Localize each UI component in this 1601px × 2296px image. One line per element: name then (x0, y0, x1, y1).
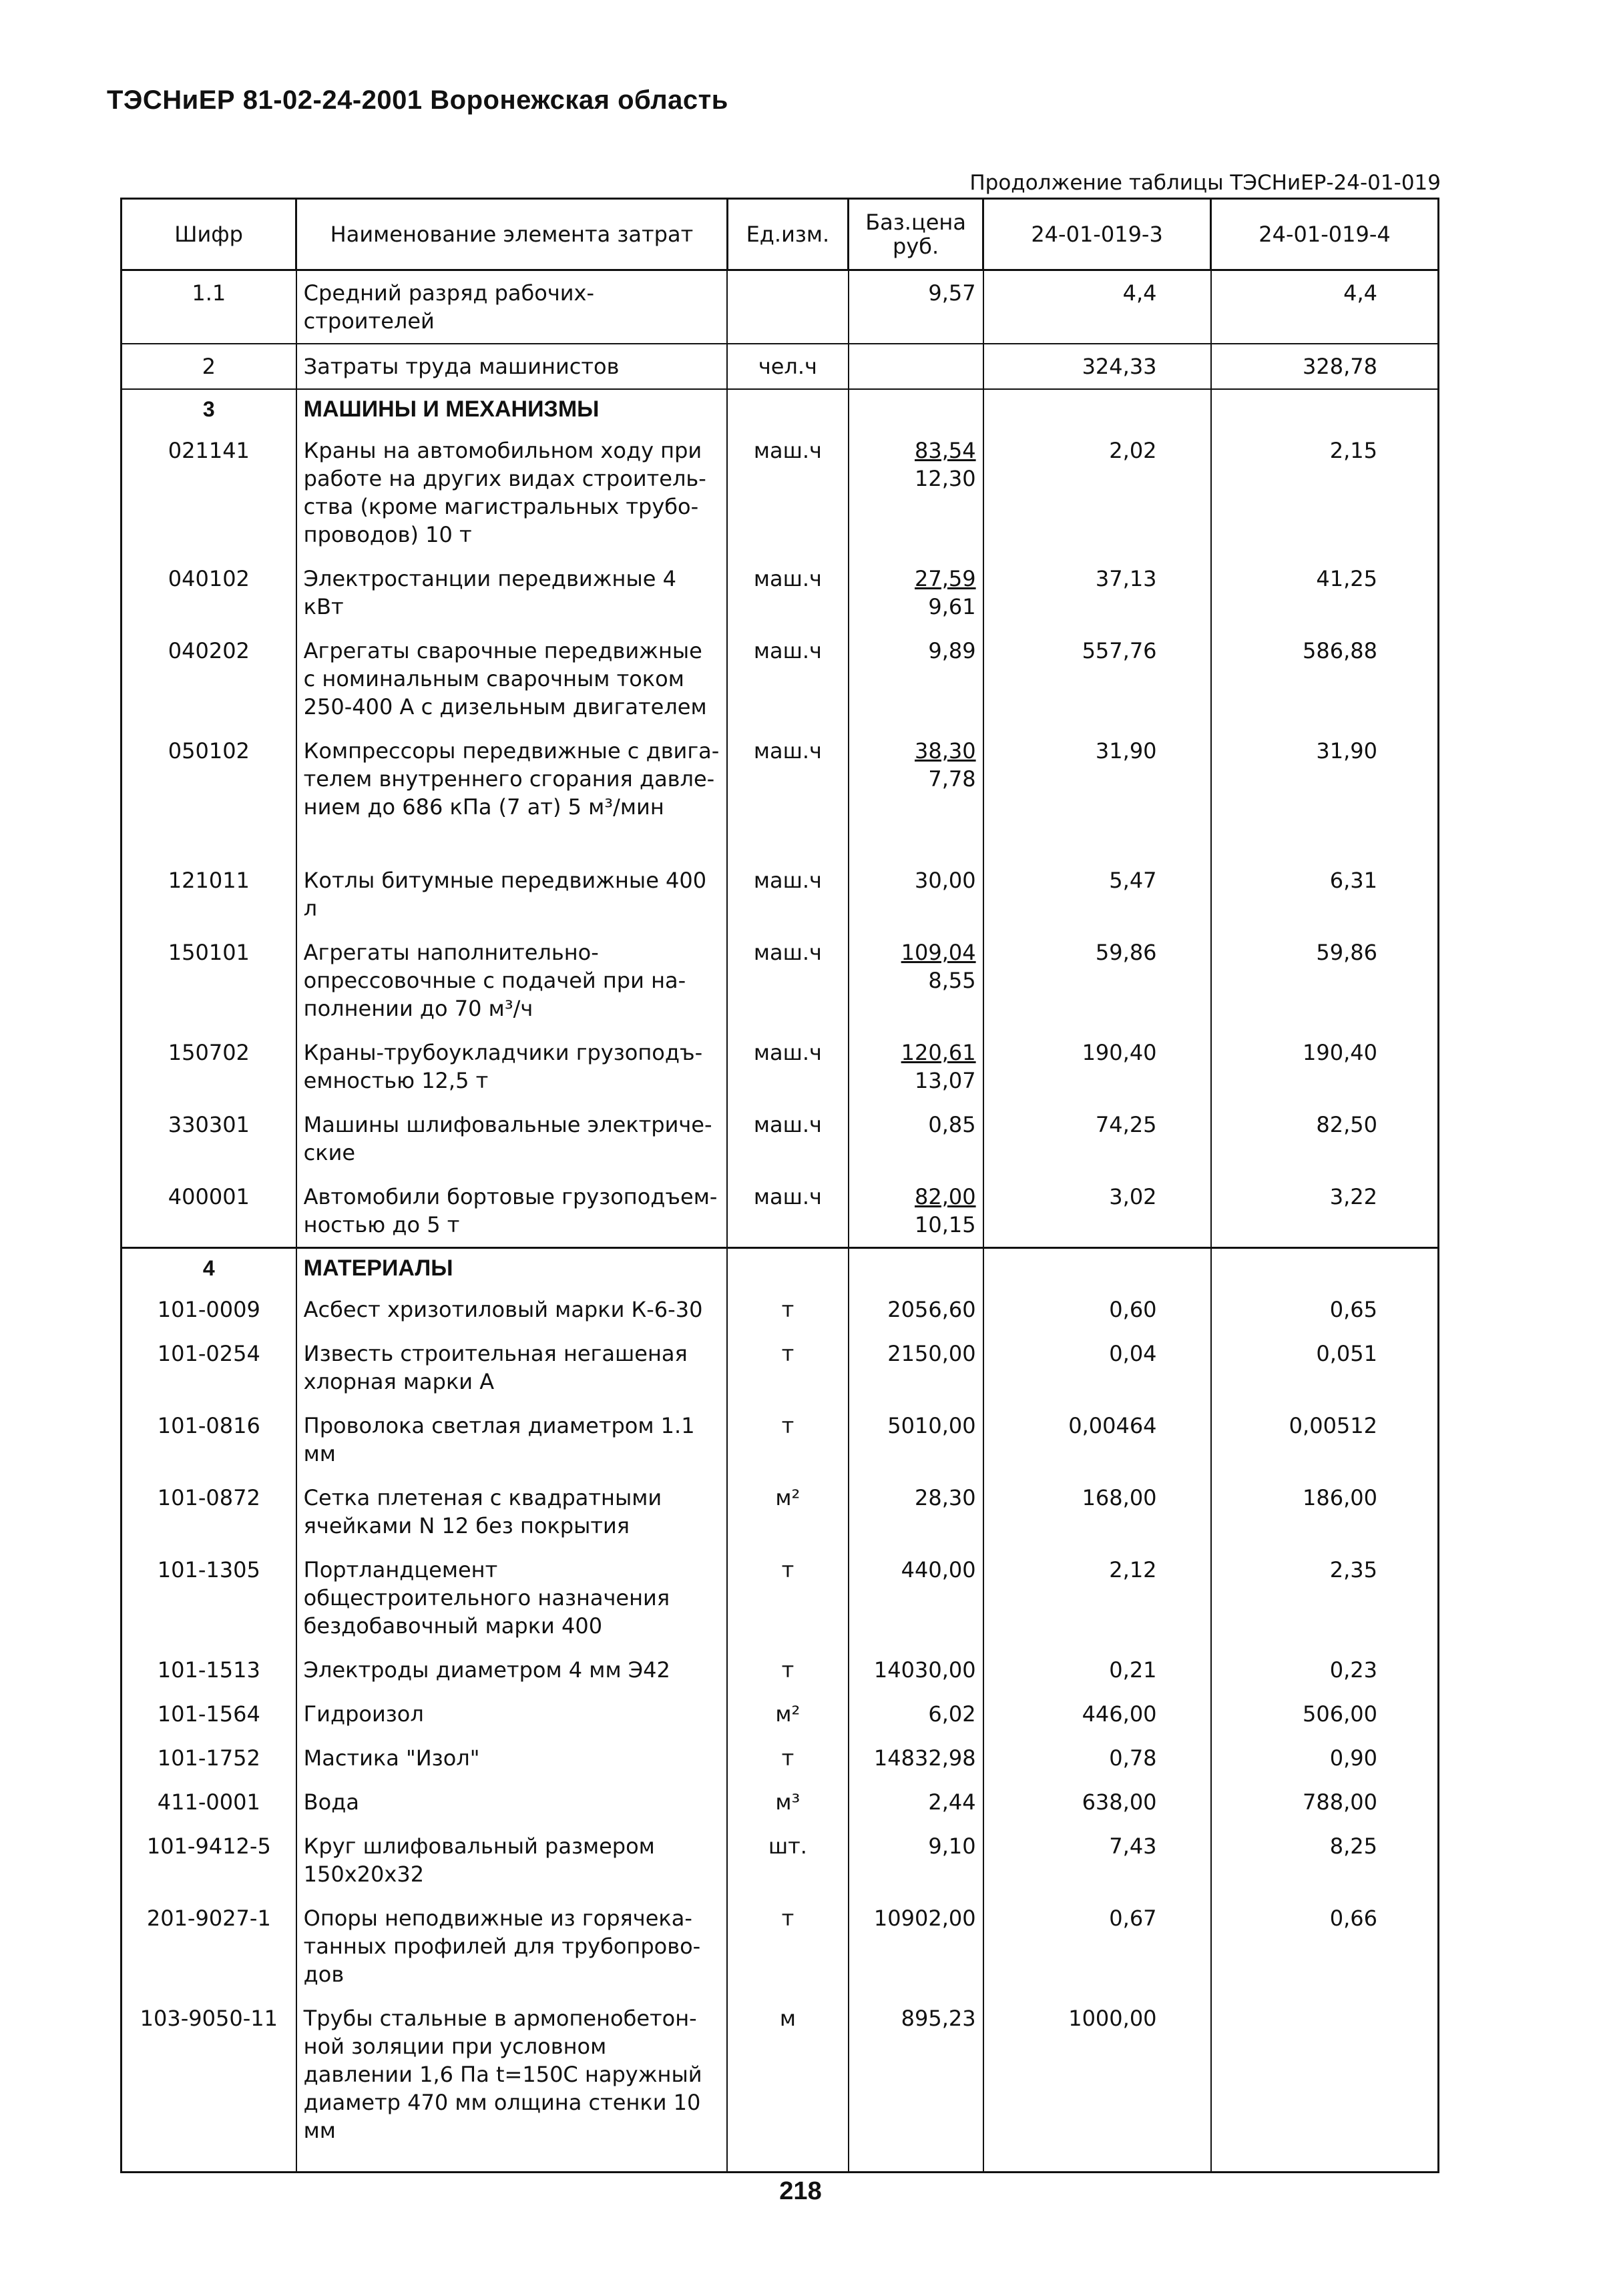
cell-name: Портландцемент общестроительного назначения бездобавочный марки 400 (296, 1548, 728, 1648)
cell-price (849, 1548, 983, 1648)
cell-unit: м² (727, 1692, 848, 1736)
cell-price (849, 629, 983, 729)
cell-unit: маш.ч (727, 729, 848, 858)
table-row (122, 1287, 1439, 1332)
cell-name: Электроды диаметром 4 мм Э42 (296, 1648, 728, 1692)
price-value: 27,59 (915, 566, 976, 591)
cell-name: Котлы битумные передвижные 400 л (296, 858, 728, 930)
cell-24-01-019-4 (1211, 1248, 1439, 1288)
cell-24-01-019-4: 2,35 (1211, 1548, 1439, 1648)
cell-name: Асбест хризотиловый марки К-6-30 (296, 1287, 728, 1332)
table-row (122, 1996, 1439, 2173)
cell-24-01-019-3: 74,25 (983, 1103, 1211, 1175)
cell-24-01-019-4: 3,22 (1211, 1175, 1439, 1248)
cell-24-01-019-4: 6,31 (1211, 858, 1439, 930)
cell-code: 101-0254 (122, 1332, 296, 1404)
table-continuation-label: Продолжение таблицы ТЭСНиЕР-24-01-019 (969, 171, 1441, 195)
cell-price (849, 1996, 983, 2173)
price-value: 120,61 (901, 1040, 976, 1065)
cell-name: Известь строительная негашеная хлорная марки А (296, 1332, 728, 1404)
cell-24-01-019-4: 0,051 (1211, 1332, 1439, 1404)
cell-price (849, 389, 983, 428)
price-machinist-wage: 12,30 (915, 466, 976, 491)
cell-code: 103-9050-11 (122, 1996, 296, 2173)
cell-price (849, 1332, 983, 1404)
cell-price (849, 1287, 983, 1332)
cell-unit (727, 1248, 848, 1288)
table-row (122, 557, 1439, 629)
table-row (122, 270, 1439, 344)
price-value: 2,44 (928, 1789, 976, 1815)
price-machinist-wage: 13,07 (915, 1068, 976, 1093)
cell-code: 101-1564 (122, 1692, 296, 1736)
cell-price (849, 1896, 983, 1996)
cell-price (849, 1648, 983, 1692)
cell-code: 050102 (122, 729, 296, 858)
cell-name: МАТЕРИАЛЫ (296, 1248, 728, 1288)
price-value: 0,85 (928, 1112, 976, 1137)
cell-24-01-019-3: 3,02 (983, 1175, 1211, 1248)
table-row (122, 629, 1439, 729)
cell-24-01-019-4 (1211, 389, 1439, 428)
cell-name: Автомобили бортовые грузоподъем-ностью до 5 т (296, 1175, 728, 1248)
table-row (122, 1896, 1439, 1996)
cell-24-01-019-3: 0,67 (983, 1896, 1211, 1996)
cell-24-01-019-4: 41,25 (1211, 557, 1439, 629)
cell-24-01-019-3: 37,13 (983, 557, 1211, 629)
cell-24-01-019-4: 506,00 (1211, 1692, 1439, 1736)
cell-unit: т (727, 1896, 848, 1996)
cell-24-01-019-3: 5,47 (983, 858, 1211, 930)
price-value: 2056,60 (887, 1297, 976, 1322)
header-24-01-019-4: 24-01-019-4 (1211, 199, 1439, 270)
table-row (122, 428, 1439, 557)
price-value: 6,02 (928, 1701, 976, 1727)
cell-24-01-019-3: 1000,00 (983, 1996, 1211, 2173)
cell-code: 150702 (122, 1031, 296, 1103)
table-row (122, 1780, 1439, 1824)
cell-code: 101-1752 (122, 1736, 296, 1780)
cell-unit: маш.ч (727, 557, 848, 629)
table-row (122, 1648, 1439, 1692)
cell-name: Агрегаты наполнительно-опрессовочные с подачей при на-полнении до 70 м³/ч (296, 930, 728, 1031)
price-value: 14030,00 (873, 1657, 976, 1683)
cell-unit: маш.ч (727, 428, 848, 557)
cell-unit: т (727, 1648, 848, 1692)
cell-24-01-019-4: 186,00 (1211, 1476, 1439, 1548)
cell-price (849, 1692, 983, 1736)
cell-name: Мастика "Изол" (296, 1736, 728, 1780)
cell-name: Трубы стальные в армопенобетон-ной золяции при условном давлении 1,6 Па t=150С наружный диаметр 470 мм олщина стенки 10 мм (296, 1996, 728, 2173)
cell-code: 150101 (122, 930, 296, 1031)
cell-name: Сетка плетеная с квадратными ячейками N 12 без покрытия (296, 1476, 728, 1548)
table-row (122, 1736, 1439, 1780)
rates-table (120, 198, 1439, 2173)
cell-24-01-019-4: 2,15 (1211, 428, 1439, 557)
cell-24-01-019-4: 0,90 (1211, 1736, 1439, 1780)
price-value: 9,89 (928, 638, 976, 663)
price-value: 9,57 (928, 280, 976, 306)
cell-price (849, 1248, 983, 1288)
cell-24-01-019-3: 0,60 (983, 1287, 1211, 1332)
cell-name: Проволока светлая диаметром 1.1 мм (296, 1404, 728, 1476)
table-row (122, 344, 1439, 389)
price-value: 10902,00 (873, 1906, 976, 1931)
cell-unit: маш.ч (727, 1031, 848, 1103)
cell-code: 021141 (122, 428, 296, 557)
cell-24-01-019-4: 82,50 (1211, 1103, 1439, 1175)
cell-name: МАШИНЫ И МЕХАНИЗМЫ (296, 389, 728, 428)
cell-price (849, 344, 983, 389)
cell-name: Электростанции передвижные 4 кВт (296, 557, 728, 629)
cell-unit: т (727, 1404, 848, 1476)
table-header-row (122, 199, 1439, 270)
cell-price (849, 1736, 983, 1780)
cell-name: Затраты труда машинистов (296, 344, 728, 389)
table-row (122, 1332, 1439, 1404)
table-body (122, 270, 1439, 2173)
cell-name: Машины шлифовальные электриче-ские (296, 1103, 728, 1175)
price-value: 30,00 (915, 868, 976, 893)
cell-code: 040202 (122, 629, 296, 729)
cell-24-01-019-4: 0,00512 (1211, 1404, 1439, 1476)
price-machinist-wage: 10,15 (915, 1212, 976, 1237)
cell-price (849, 930, 983, 1031)
cell-24-01-019-4: 0,66 (1211, 1896, 1439, 1996)
cell-price (849, 1824, 983, 1896)
price-machinist-wage: 7,78 (928, 766, 976, 792)
cell-unit (727, 389, 848, 428)
cell-unit: т (727, 1332, 848, 1404)
table-row (122, 930, 1439, 1031)
price-value: 83,54 (915, 438, 976, 463)
cell-price (849, 557, 983, 629)
cell-24-01-019-3: 2,12 (983, 1548, 1211, 1648)
page-number: 218 (779, 2177, 822, 2205)
cell-24-01-019-4 (1211, 1996, 1439, 2173)
header-unit: Ед.изм. (727, 199, 848, 270)
cell-24-01-019-3: 0,04 (983, 1332, 1211, 1404)
price-value: 28,30 (915, 1485, 976, 1510)
table-row (122, 1031, 1439, 1103)
cell-price (849, 1780, 983, 1824)
table-row (122, 1404, 1439, 1476)
price-value: 9,10 (928, 1833, 976, 1859)
cell-24-01-019-3: 557,76 (983, 629, 1211, 729)
cell-24-01-019-3: 0,00464 (983, 1404, 1211, 1476)
cell-unit: маш.ч (727, 930, 848, 1031)
cell-code: 330301 (122, 1103, 296, 1175)
cell-unit: т (727, 1287, 848, 1332)
cell-code: 101-0009 (122, 1287, 296, 1332)
section-row (122, 389, 1439, 428)
cell-code: 121011 (122, 858, 296, 930)
cell-unit: т (727, 1548, 848, 1648)
header-code: Шифр (122, 199, 296, 270)
document-title: ТЭСНиЕР 81-02-24-2001 Воронежская область (107, 85, 728, 115)
cell-code: 101-9412-5 (122, 1824, 296, 1896)
cell-price (849, 1476, 983, 1548)
cell-24-01-019-3: 446,00 (983, 1692, 1211, 1736)
cell-24-01-019-4: 0,23 (1211, 1648, 1439, 1692)
cell-24-01-019-3 (983, 389, 1211, 428)
cell-code: 4 (122, 1248, 296, 1288)
cell-name: Агрегаты сварочные передвижные с номинальным сварочным током 250-400 А с дизельным двигателем (296, 629, 728, 729)
cell-24-01-019-3: 324,33 (983, 344, 1211, 389)
price-machinist-wage: 9,61 (928, 594, 976, 619)
cell-24-01-019-4: 4,4 (1211, 270, 1439, 344)
cell-code: 2 (122, 344, 296, 389)
price-value: 5010,00 (887, 1413, 976, 1438)
table-row (122, 1175, 1439, 1248)
cell-unit: шт. (727, 1824, 848, 1896)
cell-code: 201-9027-1 (122, 1896, 296, 1996)
price-value: 38,30 (915, 738, 976, 764)
price-value: 895,23 (901, 2006, 976, 2031)
cell-unit: т (727, 1736, 848, 1780)
table-row (122, 1476, 1439, 1548)
section-row (122, 1248, 1439, 1288)
cell-unit: маш.ч (727, 629, 848, 729)
cell-price (849, 1031, 983, 1103)
price-value: 109,04 (901, 940, 976, 965)
cell-code: 3 (122, 389, 296, 428)
table-row (122, 1824, 1439, 1896)
table-row (122, 1103, 1439, 1175)
cell-unit: маш.ч (727, 1175, 848, 1248)
cell-24-01-019-4: 788,00 (1211, 1780, 1439, 1824)
cell-24-01-019-4: 190,40 (1211, 1031, 1439, 1103)
cell-name: Круг шлифовальный размером 150х20х32 (296, 1824, 728, 1896)
table-header (122, 199, 1439, 270)
cell-code: 101-1305 (122, 1548, 296, 1648)
cell-code: 101-0816 (122, 1404, 296, 1476)
table-row (122, 1548, 1439, 1648)
cell-name: Краны на автомобильном ходу при работе на других видах строитель-ства (кроме магистральных трубо-проводов) 10 т (296, 428, 728, 557)
cell-code: 1.1 (122, 270, 296, 344)
cell-name: Вода (296, 1780, 728, 1824)
cell-code: 411-0001 (122, 1780, 296, 1824)
cell-24-01-019-3: 2,02 (983, 428, 1211, 557)
price-value: 440,00 (901, 1557, 976, 1583)
cell-24-01-019-4: 328,78 (1211, 344, 1439, 389)
table-row (122, 858, 1439, 930)
cell-24-01-019-3 (983, 1248, 1211, 1288)
cell-price (849, 858, 983, 930)
cell-unit: м³ (727, 1780, 848, 1824)
cell-price (849, 1175, 983, 1248)
cell-code: 040102 (122, 557, 296, 629)
cell-24-01-019-3: 638,00 (983, 1780, 1211, 1824)
cell-price (849, 1404, 983, 1476)
cell-24-01-019-3: 59,86 (983, 930, 1211, 1031)
cell-24-01-019-4: 59,86 (1211, 930, 1439, 1031)
cell-unit: чел.ч (727, 344, 848, 389)
cell-name: Средний разряд рабочих-строителей (296, 270, 728, 344)
cell-code: 400001 (122, 1175, 296, 1248)
cell-24-01-019-4: 0,65 (1211, 1287, 1439, 1332)
header-24-01-019-3: 24-01-019-3 (983, 199, 1211, 270)
cell-24-01-019-3: 31,90 (983, 729, 1211, 858)
cell-price (849, 1103, 983, 1175)
cell-code: 101-0872 (122, 1476, 296, 1548)
cell-name: Опоры неподвижные из горячека-танных профилей для трубопрово-дов (296, 1896, 728, 1996)
cell-code: 101-1513 (122, 1648, 296, 1692)
table-row (122, 729, 1439, 858)
cell-price (849, 428, 983, 557)
cell-price (849, 729, 983, 858)
cell-24-01-019-3: 168,00 (983, 1476, 1211, 1548)
cell-24-01-019-3: 4,4 (983, 270, 1211, 344)
cell-24-01-019-4: 586,88 (1211, 629, 1439, 729)
cell-name: Компрессоры передвижные с двига-телем внутреннего сгорания давле-нием до 686 кПа (7 ат) 5 м³/мин (296, 729, 728, 858)
price-machinist-wage: 8,55 (928, 968, 976, 993)
price-value: 14832,98 (873, 1745, 976, 1771)
cell-unit: маш.ч (727, 1103, 848, 1175)
cell-24-01-019-3: 190,40 (983, 1031, 1211, 1103)
table-row (122, 1692, 1439, 1736)
cell-name: Гидроизол (296, 1692, 728, 1736)
header-price: Баз.цена руб. (849, 199, 983, 270)
cell-unit: м² (727, 1476, 848, 1548)
price-value: 82,00 (915, 1184, 976, 1209)
cell-24-01-019-3: 7,43 (983, 1824, 1211, 1896)
cell-name: Краны-трубоукладчики грузоподъ-емностью 12,5 т (296, 1031, 728, 1103)
cell-24-01-019-4: 8,25 (1211, 1824, 1439, 1896)
cell-price (849, 270, 983, 344)
cell-unit: м (727, 1996, 848, 2173)
cell-24-01-019-3: 0,78 (983, 1736, 1211, 1780)
cell-unit (727, 270, 848, 344)
cell-24-01-019-4: 31,90 (1211, 729, 1439, 858)
cell-24-01-019-3: 0,21 (983, 1648, 1211, 1692)
header-name: Наименование элемента затрат (296, 199, 728, 270)
cell-unit: маш.ч (727, 858, 848, 930)
price-value: 2150,00 (887, 1341, 976, 1366)
